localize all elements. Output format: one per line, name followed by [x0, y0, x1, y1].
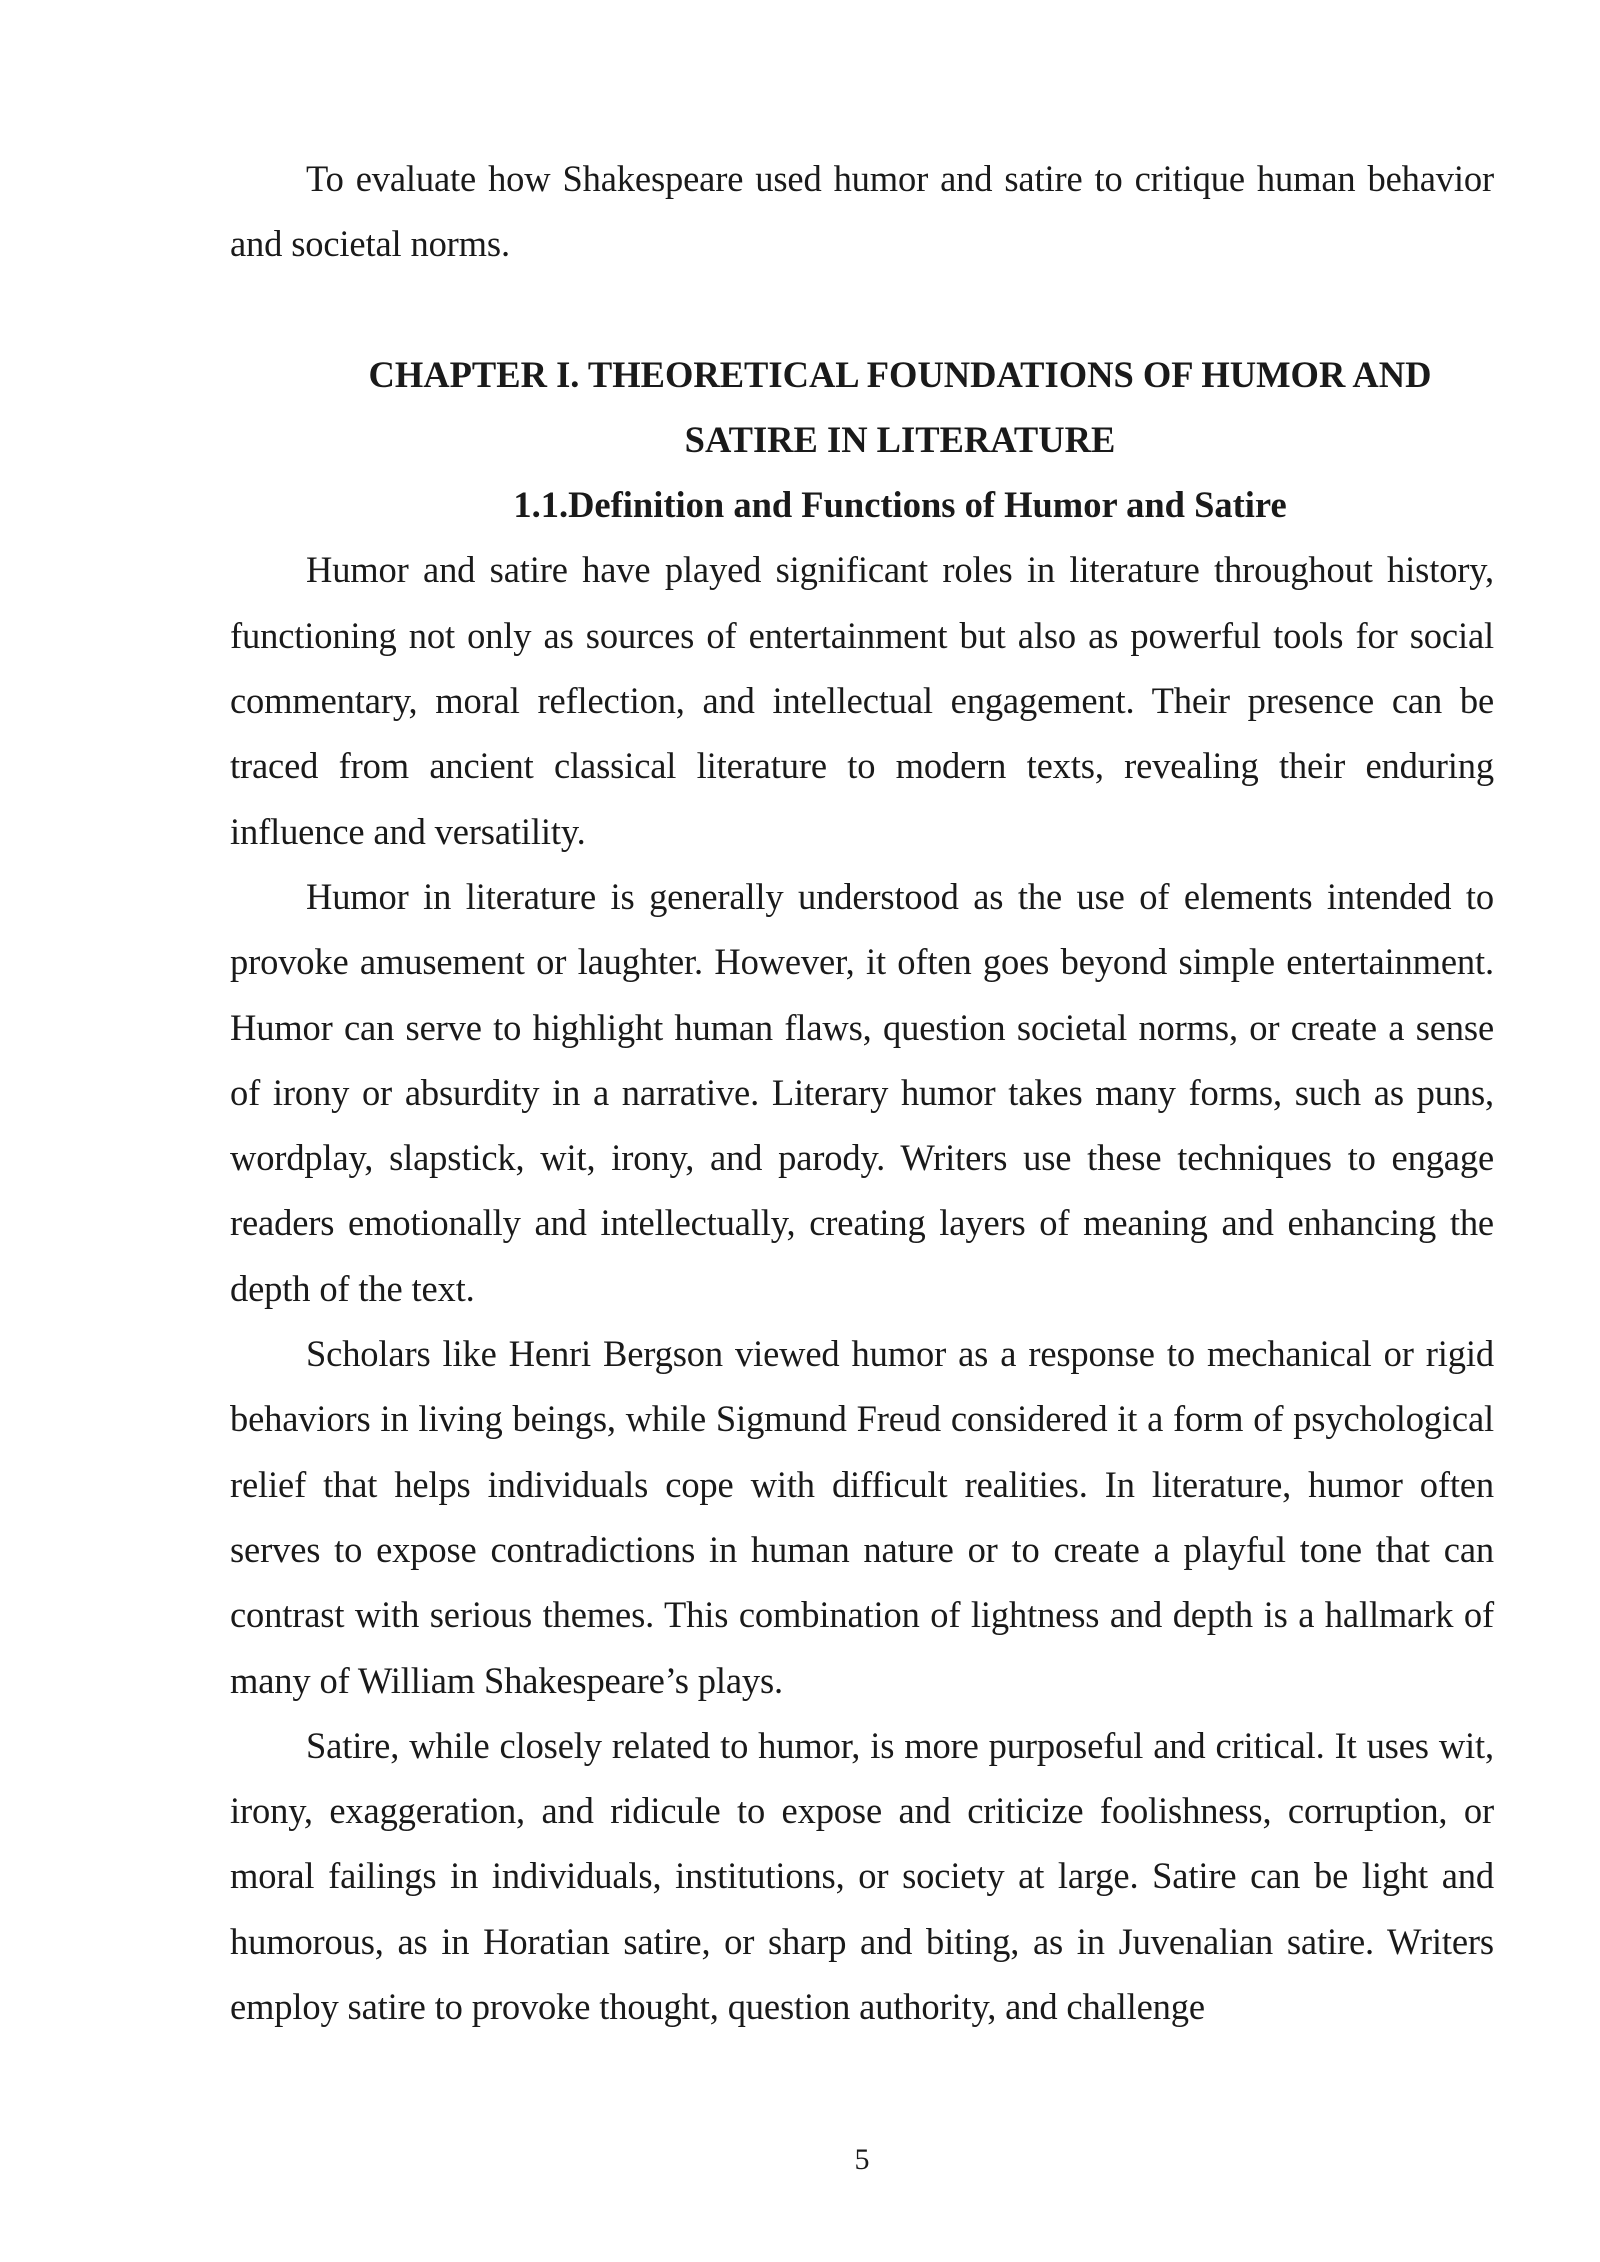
section-title: 1.1.Definition and Functions of Humor and Satire: [513, 484, 1287, 526]
body-paragraph-2: Humor in literature is generally understood as the use of elements intended to provoke amusement or laughter. However, it often goes beyond simple entertainment. Humor can serve to highlight human flaws, question societal norms, or create a sense of irony or absurdity in a narrative. Literary humor takes many forms, such as puns, wordplay, slapstick, wit, irony, and parody. Writers use these techniques to engage readers emotionally and intellectually, creating layers of meaning and enhancing the depth of the text.: [230, 875, 1494, 1309]
chapter-title-line-1: CHAPTER I. THEORETICAL FOUNDATIONS OF HUMOR AND: [368, 353, 1432, 395]
document-page: [230, 146, 1494, 2039]
page-number: 5: [854, 2143, 870, 2176]
chapter-title-line-2: SATIRE IN LITERATURE: [684, 418, 1116, 460]
body-paragraph-4: Satire, while closely related to humor, is more purposeful and critical. It uses wit, irony, exaggeration, and ridicule to expose and criticize foolishness, corruption, or moral failings in individuals, institutions, or society at large. Satire can be light and humorous, as in Horatian satire, or sharp and biting, as in Juvenalian satire. Writers employ satire to provoke thought, question authority, and challenge: [230, 1724, 1494, 2028]
spacer: [230, 277, 1494, 342]
chapter-title: [230, 342, 1494, 473]
intro-paragraph: To evaluate how Shakespeare used humor and satire to critique human behavior and societal norms.: [230, 158, 1494, 265]
body-paragraph-1: Humor and satire have played significant roles in literature throughout history, functioning not only as sources of entertainment but also as powerful tools for social commentary, moral reflection, and intellectual engagement. Their presence can be traced from ancient classical literature to modern texts, revealing their enduring influence and versatility.: [230, 549, 1494, 852]
body-paragraph-3: Scholars like Henri Bergson viewed humor as a response to mechanical or rigid behaviors in living beings, while Sigmund Freud considered it a form of psychological relief that helps individuals cope with difficult realities. In literature, humor often serves to expose contradictions in human nature or to create a playful tone that can contrast with serious themes. This combination of lightness and depth is a hallmark of many of William Shakespeare’s plays.: [230, 1333, 1494, 1701]
